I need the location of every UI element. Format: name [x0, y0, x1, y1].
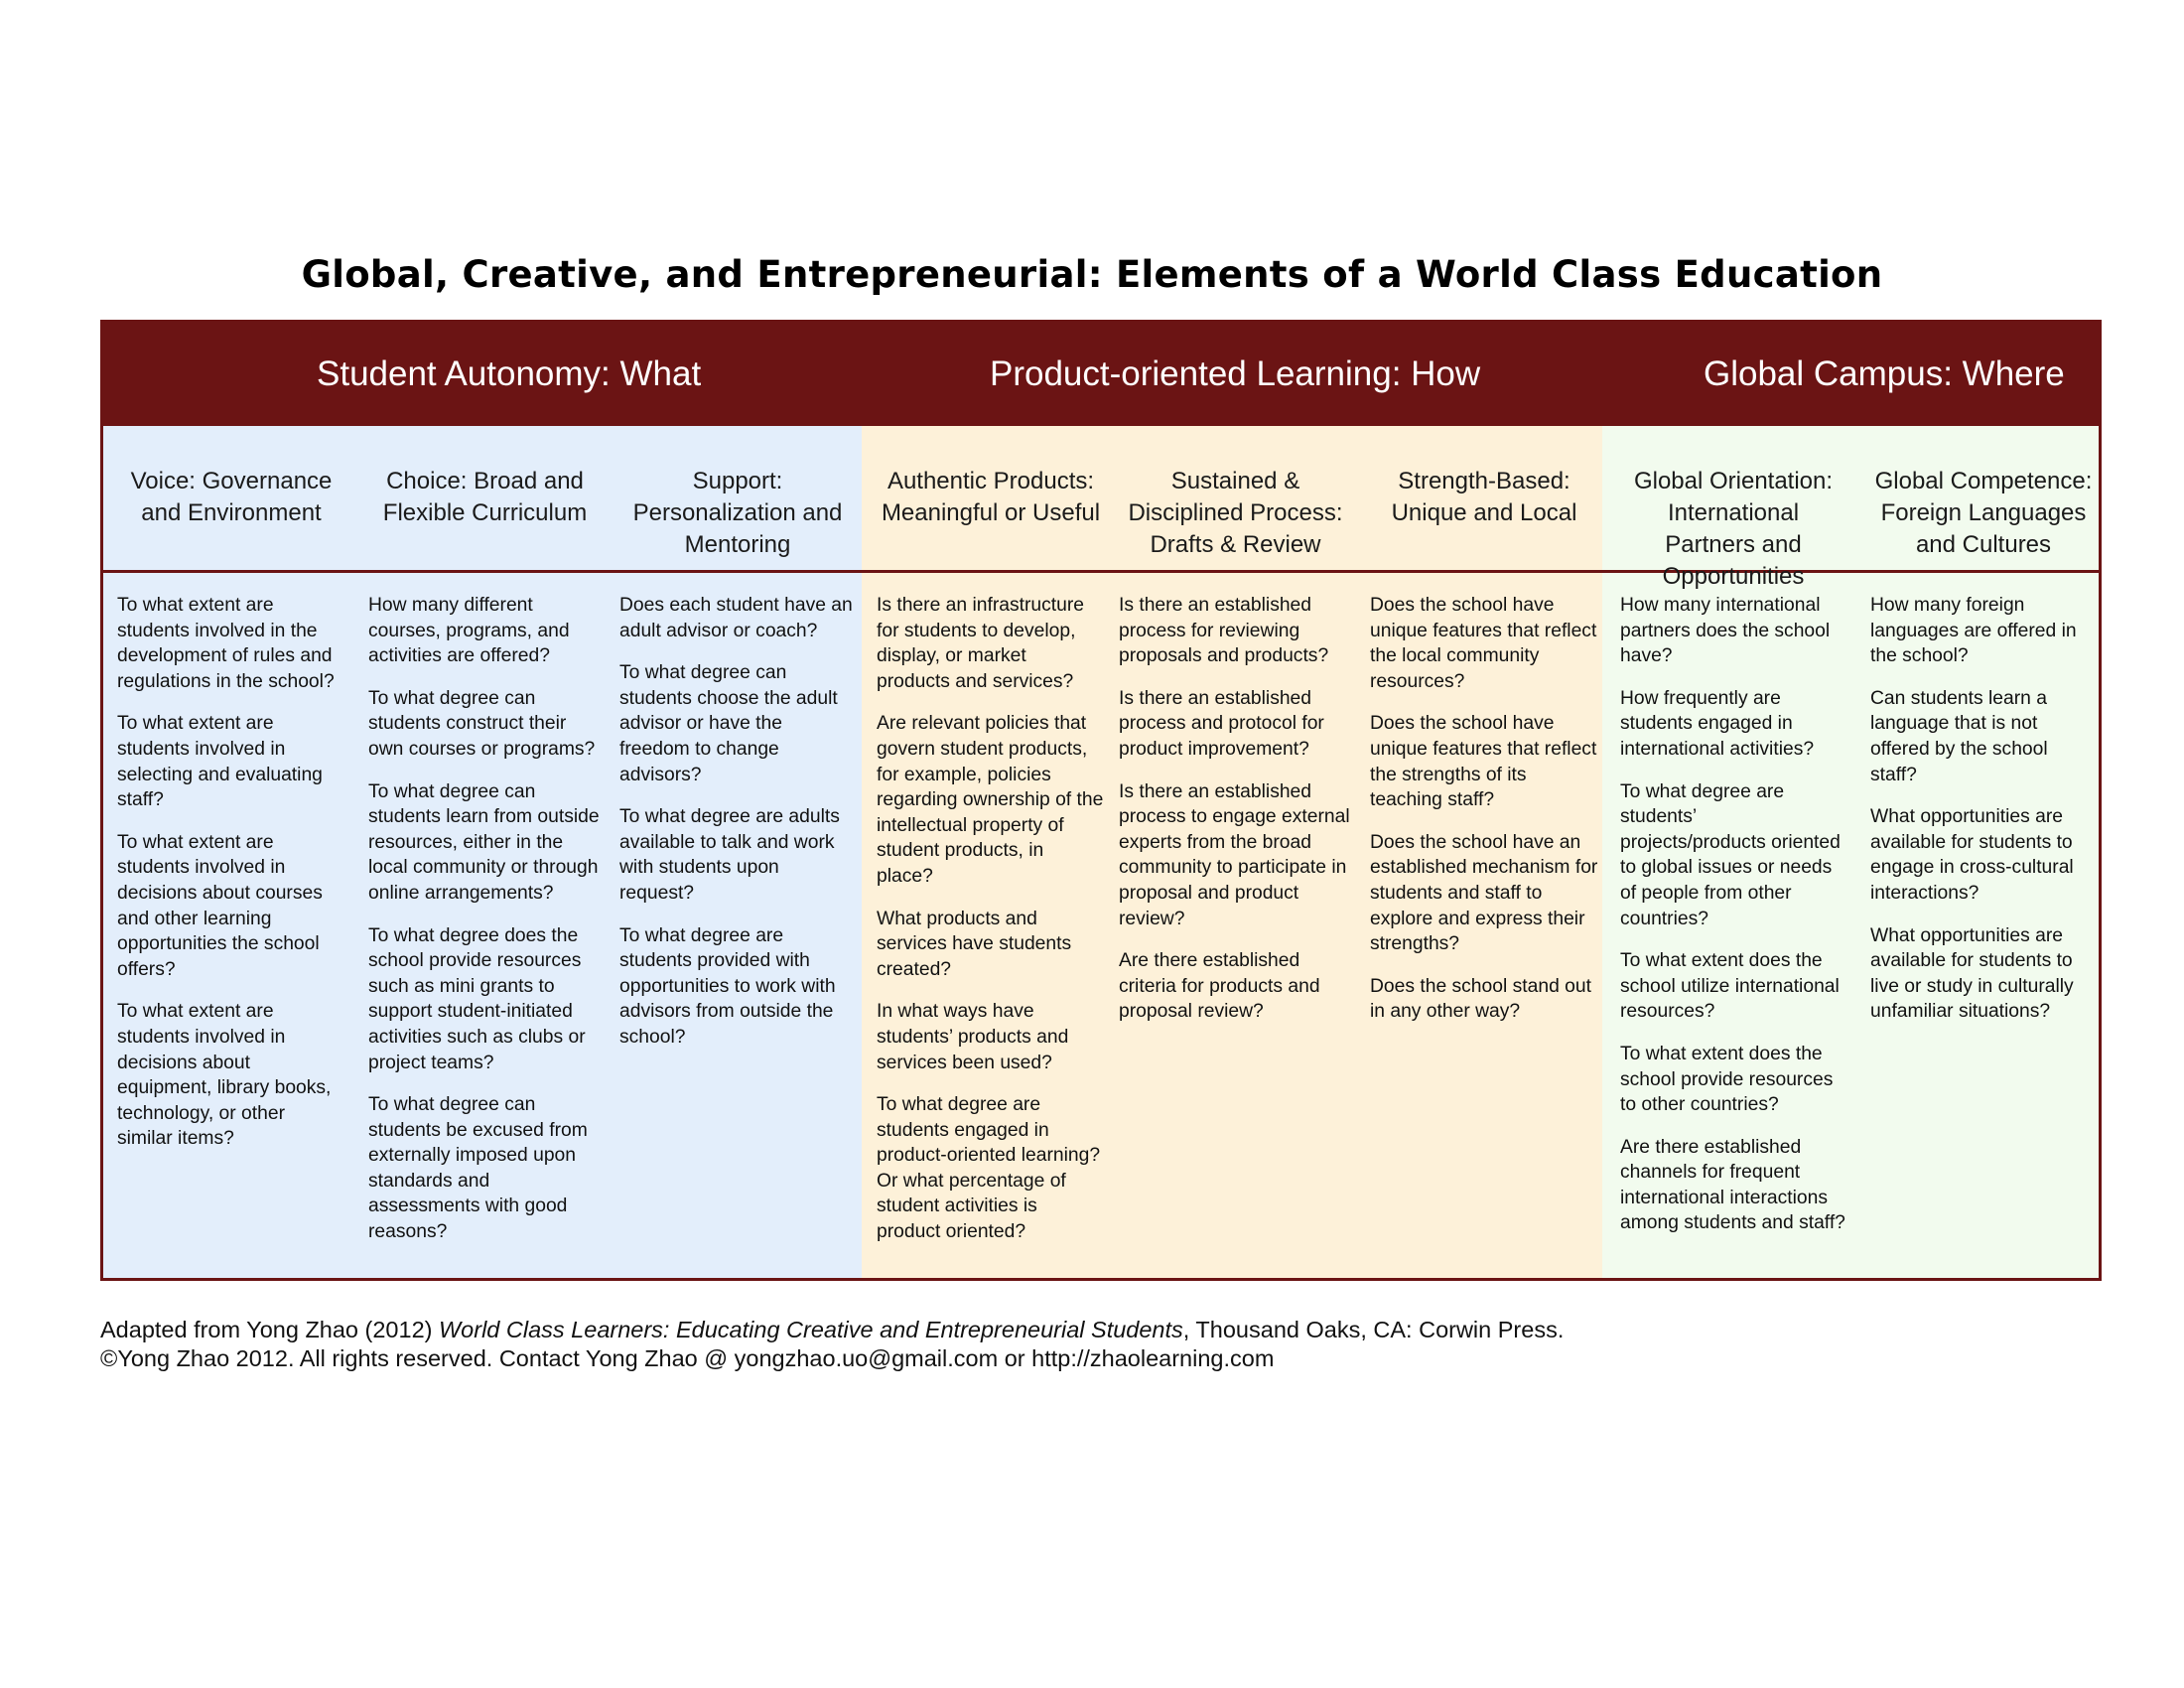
- question: Are there established criteria for products and proposal review?: [1119, 950, 1320, 1023]
- question: What products and services have students created?: [877, 908, 1072, 980]
- column-global-orientation: [1620, 426, 1846, 1278]
- question: Does the school have unique features that reflect the strengths of its teaching staff?: [1370, 713, 1597, 811]
- question: To what extent are students involved in decisions about courses and other learning opportunities the school offers?: [117, 831, 323, 980]
- question: To what extent does the school provide resources to other countries?: [1620, 1043, 1834, 1116]
- question: Are relevant policies that govern student products, for example, policies regarding ownership of the intellectual property of student products, in place?: [877, 713, 1104, 887]
- column-authentic-products: [877, 426, 1105, 1278]
- question: What opportunities are available for students to live or study in culturally unfamiliar situations?: [1870, 924, 2074, 1023]
- question-list: [619, 593, 856, 1067]
- group-title-global-campus: Global Campus: Where: [1704, 354, 2065, 393]
- citation-footer: [100, 1316, 1564, 1373]
- question: To what degree are adults available to talk and work with students upon request?: [619, 806, 840, 904]
- question-list: [1870, 593, 2097, 1042]
- question: To what extent does the school utilize international resources?: [1620, 950, 1840, 1023]
- question: How many foreign languages are offered in the school?: [1870, 595, 2077, 667]
- citation-line: [100, 1316, 1564, 1344]
- copyright-line: ©Yong Zhao 2012. All rights reserved. Contact Yong Zhao @ yongzhao.uo@gmail.com or http://zhaolearning.com: [100, 1345, 1275, 1371]
- question: To what degree does the school provide resources such as mini grants to support student-initiated activities such as clubs or project teams?: [368, 924, 586, 1073]
- question: Can students learn a language that is not offered by the school staff?: [1870, 687, 2048, 785]
- question: How many international partners does the school have?: [1620, 595, 1831, 667]
- question: To what extent are students involved in decisions about equipment, library books, technology, or other similar items?: [117, 1001, 332, 1150]
- question: To what degree are students’ projects/products oriented to global issues or needs of people from other countries?: [1620, 780, 1841, 929]
- question-list: [117, 593, 345, 1169]
- group-title-student-autonomy: Student Autonomy: What: [317, 354, 702, 393]
- question-list: [1620, 593, 1846, 1253]
- question: Is there an established process for reviewing proposals and products?: [1119, 595, 1329, 667]
- column-global-competence: [1870, 426, 2097, 1278]
- question: Does the school have an established mechanism for students and staff to explore and express their strengths?: [1370, 831, 1598, 955]
- question: To what extent are students involved in selecting and evaluating staff?: [117, 713, 323, 811]
- column-heading: Sustained & Disciplined Process: Drafts & Review: [1128, 468, 1343, 558]
- column-heading: Strength-Based: Unique and Local: [1391, 468, 1577, 526]
- question: To what degree can students be excused from externally imposed upon standards and assessments with good reasons?: [368, 1094, 588, 1243]
- column-heading: Voice: Governance and Environment: [130, 468, 333, 526]
- citation-prefix: Adapted from Yong Zhao (2012): [100, 1317, 439, 1342]
- question: Is there an established process to engage external experts from the broad community to participate in proposal and product review?: [1119, 780, 1350, 929]
- question: To what degree can students construct their own courses or programs?: [368, 687, 596, 760]
- question: Does the school have unique features that reflect the local community resources?: [1370, 595, 1597, 692]
- column-heading: Choice: Broad and Flexible Curriculum: [382, 468, 588, 526]
- question: Is there an infrastructure for students to develop, display, or market products and services?: [877, 595, 1084, 692]
- question-list: [877, 593, 1105, 1262]
- question: Is there an established process and protocol for product improvement?: [1119, 687, 1324, 760]
- column-voice: [117, 426, 345, 1278]
- column-heading: Authentic Products: Meaningful or Useful: [881, 468, 1101, 526]
- question: Are there established channels for frequent international interactions among students and staff?: [1620, 1136, 1845, 1234]
- citation-suffix: , Thousand Oaks, CA: Corwin Press.: [1182, 1317, 1565, 1342]
- question-list: [1370, 593, 1598, 1042]
- question: What opportunities are available for students to engage in cross-cultural interactions?: [1870, 806, 2074, 904]
- book-title: World Class Learners: Educating Creative and Entrepreneurial Students: [439, 1317, 1183, 1342]
- column-support: [619, 426, 856, 1278]
- question-list: [368, 593, 602, 1262]
- question: To what degree are students provided with opportunities to work with advisors from outside the school?: [619, 924, 836, 1048]
- question: How many different courses, programs, and activities are offered?: [368, 595, 570, 667]
- question: To what extent are students involved in the development of rules and regulations in the school?: [117, 595, 335, 692]
- column-heading: Global Orientation: International Partners and Opportunities: [1633, 468, 1834, 590]
- group-title-product-oriented-learning: Product-oriented Learning: How: [990, 354, 1481, 393]
- question: To what degree can students learn from outside resources, either in the local community or through online arrangements?: [368, 780, 600, 904]
- question: Does the school stand out in any other way?: [1370, 975, 1591, 1023]
- framework-table: [100, 320, 2102, 1281]
- question: In what ways have students’ products and services been used?: [877, 1001, 1069, 1073]
- column-heading: Support: Personalization and Mentoring: [632, 468, 843, 558]
- question-list: [1119, 593, 1352, 1042]
- question: How frequently are students engaged in international activities?: [1620, 687, 1815, 760]
- page-title: Global, Creative, and Entrepreneurial: Elements of a World Class Education: [301, 253, 1883, 296]
- question: To what degree can students choose the adult advisor or have the freedom to change advisors?: [619, 662, 838, 785]
- column-sustained-process: [1119, 426, 1352, 1278]
- question: Does each student have an adult advisor or coach?: [619, 595, 853, 641]
- column-strength-based: [1370, 426, 1598, 1278]
- group-header-band: [103, 323, 2099, 426]
- column-heading: Global Competence: Foreign Languages and Cultures: [1874, 468, 2093, 558]
- column-choice: [368, 426, 602, 1278]
- question: To what degree are students engaged in product-oriented learning? Or what percentage of student activities is product oriented?: [877, 1094, 1101, 1243]
